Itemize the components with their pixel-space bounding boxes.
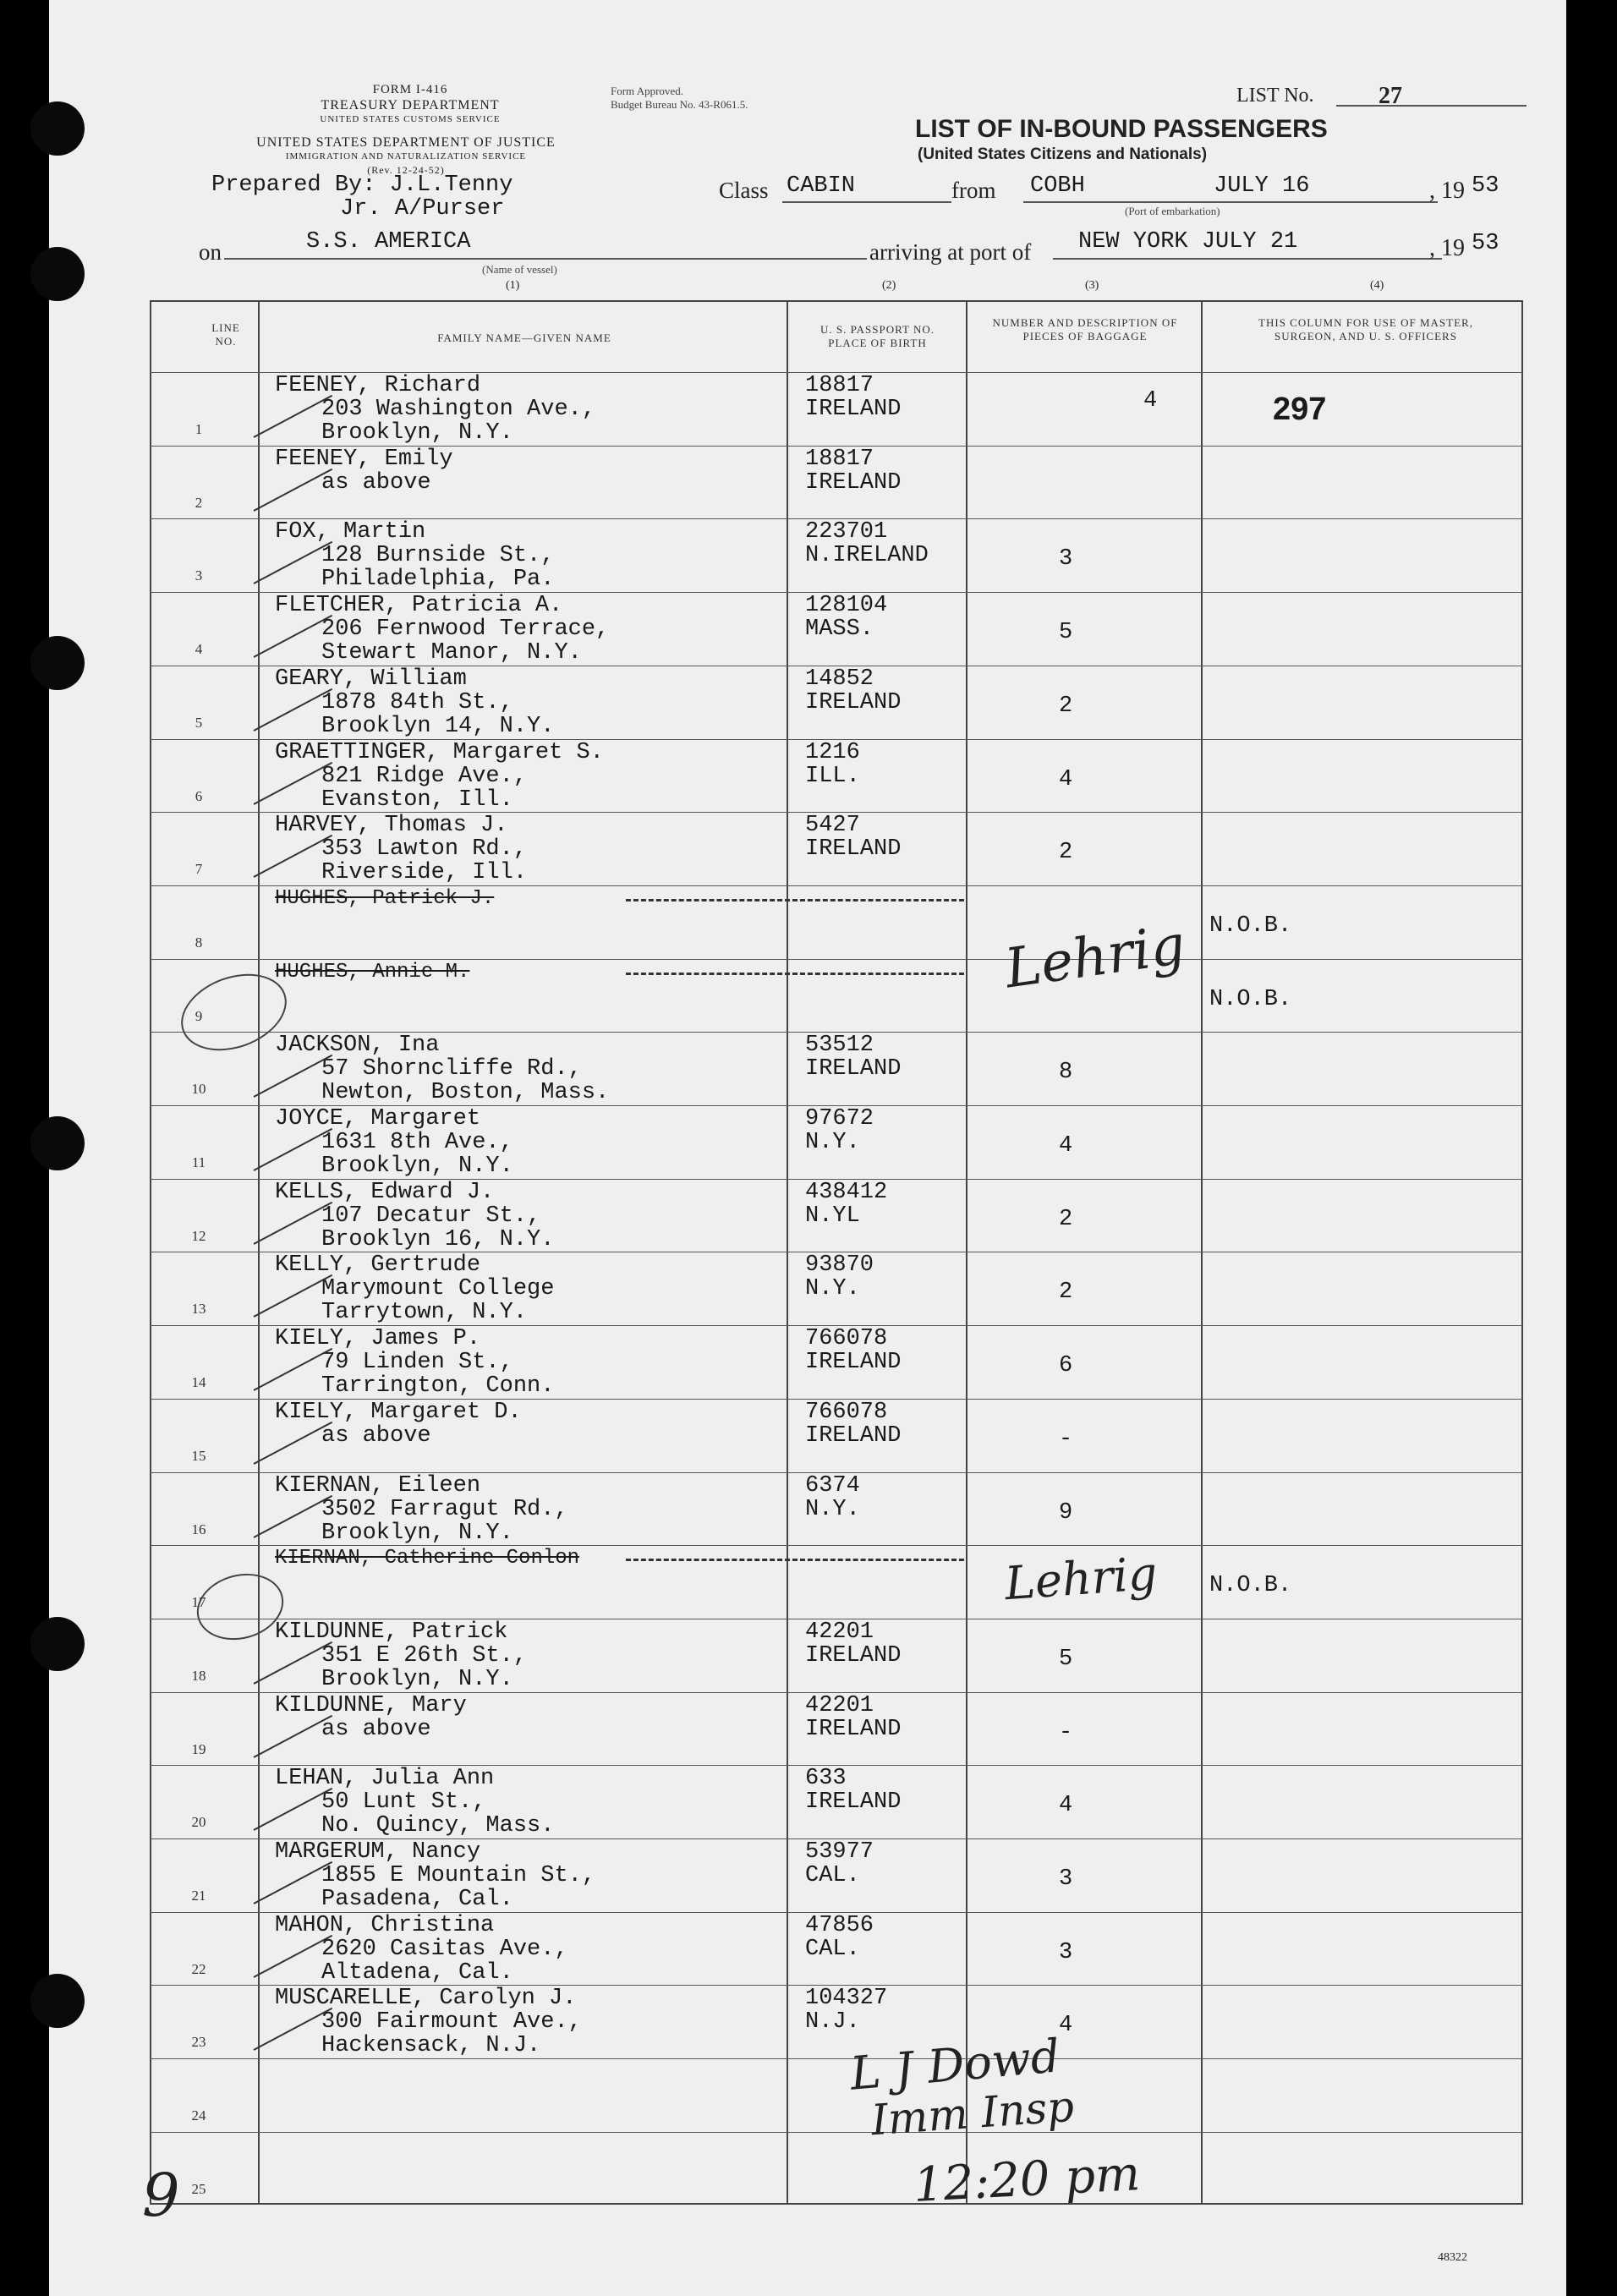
passenger-name: GRAETTINGER, Margaret S. bbox=[275, 739, 604, 765]
col-num-3: (3) bbox=[1085, 279, 1099, 292]
passport-number: 18817 bbox=[805, 373, 874, 398]
place-of-birth: N.YL bbox=[805, 1203, 860, 1229]
passenger-address: 821 Ridge Ave., bbox=[321, 763, 528, 789]
passenger-address: 57 Shorncliffe Rd., bbox=[321, 1056, 582, 1082]
passenger-name: KELLY, Gertrude bbox=[275, 1252, 481, 1279]
passenger-name: GEARY, William bbox=[275, 666, 467, 692]
passenger-name: KELLS, Edward J. bbox=[275, 1179, 495, 1205]
row-divider bbox=[150, 1545, 1523, 1546]
passenger-name: KIELY, James P. bbox=[275, 1326, 481, 1352]
form-number: FORM I-416 bbox=[372, 83, 448, 96]
place-of-birth: ILL. bbox=[805, 763, 860, 789]
baggage-count: 2 bbox=[1059, 693, 1073, 719]
inspection-time: 12:20 pm bbox=[912, 2146, 1142, 2213]
line-number: 16 bbox=[191, 1521, 206, 1537]
line-number: 22 bbox=[191, 1960, 206, 1977]
passenger-name: FOX, Martin bbox=[275, 519, 426, 545]
passenger-address: Brooklyn, N.Y. bbox=[321, 1153, 513, 1179]
punch-hole bbox=[30, 1974, 85, 2028]
passenger-address: 1631 8th Ave., bbox=[321, 1130, 513, 1155]
year-prefix: , 19 bbox=[1429, 178, 1465, 204]
header-passport: U. S. PASSPORT NO. PLACE OF BIRTH bbox=[820, 323, 935, 349]
passenger-address: 2620 Casitas Ave., bbox=[321, 1936, 568, 1962]
baggage-count: 4 bbox=[1059, 766, 1073, 792]
vessel-name: S.S. AMERICA bbox=[306, 229, 471, 255]
footer-form-number: 48322 bbox=[1438, 2251, 1467, 2264]
passenger-address: Pasadena, Cal. bbox=[321, 1887, 513, 1912]
line-number: 18 bbox=[191, 1667, 206, 1684]
passport-number: 5427 bbox=[805, 813, 860, 839]
punch-hole bbox=[30, 247, 85, 301]
passenger-address: 206 Fernwood Terrace, bbox=[321, 616, 610, 643]
place-of-birth: MASS. bbox=[805, 616, 874, 643]
header-line-no: LINE NO. bbox=[211, 321, 240, 348]
treasury-dept: TREASURY DEPARTMENT bbox=[321, 98, 500, 112]
strike-dash bbox=[626, 1559, 964, 1561]
passport-number: 53512 bbox=[805, 1033, 874, 1059]
header-officers: THIS COLUMN FOR USE OF MASTER, SURGEON, AND U. S. OFFICERS bbox=[1258, 316, 1473, 342]
passenger-name: KIERNAN, Eileen bbox=[275, 1472, 481, 1499]
passport-number: 53977 bbox=[805, 1839, 874, 1865]
header-name: FAMILY NAME—GIVEN NAME bbox=[437, 332, 611, 344]
place-of-birth: CAL. bbox=[805, 1863, 860, 1888]
passenger-name: MARGERUM, Nancy bbox=[275, 1839, 481, 1865]
revision: (Rev. 12-24-52) bbox=[367, 164, 445, 176]
list-label: LIST No. bbox=[1236, 85, 1314, 107]
passenger-address: 50 Lunt St., bbox=[321, 1789, 486, 1816]
baggage-count: 4 bbox=[1143, 388, 1158, 414]
vessel-underline bbox=[224, 258, 867, 260]
officer-note: 297 bbox=[1273, 392, 1327, 427]
baggage-count: 9 bbox=[1059, 1499, 1073, 1526]
baggage-count: 4 bbox=[1059, 1793, 1073, 1819]
line-number: 14 bbox=[191, 1374, 206, 1391]
passenger-name: JACKSON, Ina bbox=[275, 1033, 440, 1059]
year-value: 53 bbox=[1472, 173, 1499, 199]
baggage-count: 5 bbox=[1059, 620, 1073, 646]
line-number: 5 bbox=[195, 714, 203, 731]
passport-number: 766078 bbox=[805, 1326, 888, 1352]
from-value: COBH bbox=[1030, 173, 1085, 199]
line-number: 17 bbox=[191, 1594, 206, 1611]
line-number: 20 bbox=[191, 1814, 206, 1831]
header-baggage: NUMBER AND DESCRIPTION OF PIECES OF BAGGAGE bbox=[992, 316, 1178, 342]
passenger-address: Stewart Manor, N.Y. bbox=[321, 640, 582, 666]
passenger-name: KILDUNNE, Patrick bbox=[275, 1619, 508, 1645]
passenger-address: Tarrytown, N.Y. bbox=[321, 1300, 528, 1326]
list-number: 27 bbox=[1379, 83, 1402, 109]
baggage-count: 4 bbox=[1059, 1133, 1073, 1159]
passport-number: 438412 bbox=[805, 1179, 888, 1205]
row-divider bbox=[150, 959, 1523, 960]
from-label: from bbox=[951, 178, 996, 203]
line-number: 1 bbox=[195, 421, 203, 437]
class-underline bbox=[782, 201, 951, 203]
place-of-birth: IRELAND bbox=[805, 1789, 902, 1816]
passenger-name: JOYCE, Margaret bbox=[275, 1106, 481, 1132]
passenger-name: MAHON, Christina bbox=[275, 1912, 495, 1938]
punch-hole bbox=[30, 1116, 85, 1170]
passenger-address: Brooklyn, N.Y. bbox=[321, 420, 513, 446]
passport-number: 42201 bbox=[805, 1692, 874, 1718]
passenger-name: LEHAN, Julia Ann bbox=[275, 1766, 495, 1792]
arriving-label: arriving at port of bbox=[869, 239, 1032, 265]
vessel-caption: (Name of vessel) bbox=[482, 263, 557, 276]
year-prefix-2: , 19 bbox=[1429, 235, 1465, 261]
place-of-birth: IRELAND bbox=[805, 1716, 902, 1742]
line-number: 11 bbox=[191, 1154, 206, 1170]
col-num-2: (2) bbox=[882, 279, 896, 292]
line-number: 13 bbox=[191, 1301, 206, 1318]
row-divider bbox=[150, 2058, 1523, 2059]
passenger-address: 128 Burnside St., bbox=[321, 543, 555, 569]
class-label: Class bbox=[719, 178, 769, 203]
passport-number: 128104 bbox=[805, 593, 888, 619]
passenger-name: FEENEY, Emily bbox=[275, 446, 453, 472]
passport-number: 633 bbox=[805, 1766, 847, 1792]
passenger-address: as above bbox=[321, 1716, 431, 1742]
passport-number: 97672 bbox=[805, 1106, 874, 1132]
place-of-birth: IRELAND bbox=[805, 1056, 902, 1082]
passport-number: 14852 bbox=[805, 666, 874, 692]
passenger-address: Brooklyn 16, N.Y. bbox=[321, 1226, 555, 1252]
line-number: 3 bbox=[195, 567, 203, 584]
passenger-address: Hackensack, N.J. bbox=[321, 2033, 541, 2059]
line-number: 25 bbox=[191, 2180, 206, 2197]
row-divider bbox=[150, 2132, 1523, 2133]
baggage-count: 5 bbox=[1059, 1646, 1073, 1672]
line-number: 7 bbox=[195, 861, 203, 878]
officer-note: N.O.B. bbox=[1209, 912, 1292, 939]
passport-number: 93870 bbox=[805, 1252, 874, 1279]
baggage-count: 3 bbox=[1059, 1939, 1073, 1965]
customs-service: UNITED STATES CUSTOMS SERVICE bbox=[320, 114, 501, 124]
row-divider bbox=[150, 885, 1523, 886]
passenger-address: No. Quincy, Mass. bbox=[321, 1813, 555, 1839]
place-of-birth: CAL. bbox=[805, 1936, 860, 1962]
margin-mark: 9 bbox=[142, 2161, 180, 2230]
arrival-underline bbox=[1053, 258, 1442, 260]
baggage-count: 2 bbox=[1059, 1206, 1073, 1232]
passenger-address: Brooklyn, N.Y. bbox=[321, 1666, 513, 1692]
passenger-address: as above bbox=[321, 469, 431, 496]
passenger-address: 107 Decatur St., bbox=[321, 1203, 541, 1229]
baggage-count: 2 bbox=[1059, 840, 1073, 866]
place-of-birth: N.Y. bbox=[805, 1496, 860, 1522]
baggage-count: 2 bbox=[1059, 1280, 1073, 1306]
passport-number: 6374 bbox=[805, 1472, 860, 1499]
handwritten-note: Lehrig bbox=[1000, 913, 1189, 1001]
passenger-address: 351 E 26th St., bbox=[321, 1642, 528, 1669]
place-of-birth: N.J. bbox=[805, 2009, 860, 2036]
col-num-1: (1) bbox=[506, 279, 520, 292]
punch-hole bbox=[30, 1617, 85, 1671]
passenger-address: Evanston, Ill. bbox=[321, 786, 513, 813]
baggage-count: - bbox=[1059, 1426, 1073, 1452]
class-value: CABIN bbox=[787, 173, 856, 199]
passenger-name: KIERNAN, Catherine Conlon bbox=[275, 1547, 580, 1570]
passenger-address: Philadelphia, Pa. bbox=[321, 567, 555, 593]
line-number: 6 bbox=[195, 787, 203, 804]
place-of-birth: IRELAND bbox=[805, 1642, 902, 1669]
form-approved: Form Approved. bbox=[611, 85, 683, 97]
baggage-count: - bbox=[1059, 1719, 1073, 1745]
place-of-birth: IRELAND bbox=[805, 836, 902, 863]
list-underline bbox=[1336, 105, 1527, 107]
officer-note: N.O.B. bbox=[1209, 1573, 1292, 1599]
inspector-signature: L J Dowd bbox=[847, 2029, 1062, 2101]
officer-note: N.O.B. bbox=[1209, 986, 1292, 1012]
place-of-birth: IRELAND bbox=[805, 689, 902, 715]
passenger-address: 1855 E Mountain St., bbox=[321, 1863, 596, 1888]
passenger-address: Brooklyn 14, N.Y. bbox=[321, 713, 555, 739]
passport-number: 1216 bbox=[805, 739, 860, 765]
passenger-address: 3502 Farragut Rd., bbox=[321, 1496, 568, 1522]
punch-hole bbox=[30, 101, 85, 156]
prepared-by: Prepared By: J.L.Tenny bbox=[211, 173, 513, 198]
passenger-address: Altadena, Cal. bbox=[321, 1959, 513, 1986]
ins-service: IMMIGRATION AND NATURALIZATION SERVICE bbox=[285, 151, 527, 162]
place-of-birth: IRELAND bbox=[805, 1350, 902, 1376]
place-of-birth: N.Y. bbox=[805, 1130, 860, 1155]
passenger-name: KILDUNNE, Mary bbox=[275, 1692, 467, 1718]
passenger-name: HUGHES, Patrick J. bbox=[275, 886, 495, 910]
line-number: 10 bbox=[191, 1081, 206, 1098]
passport-number: 104327 bbox=[805, 1986, 888, 2012]
line-number: 8 bbox=[195, 934, 203, 951]
place-of-birth: IRELAND bbox=[805, 397, 902, 422]
passenger-address: Riverside, Ill. bbox=[321, 860, 528, 886]
prepared-by-title: Jr. A/Purser bbox=[340, 196, 505, 222]
line-number: 21 bbox=[191, 1888, 206, 1904]
budget-bureau: Budget Bureau No. 43-R061.5. bbox=[611, 98, 748, 111]
passenger-address: 79 Linden St., bbox=[321, 1350, 513, 1376]
place-of-birth: N.IRELAND bbox=[805, 543, 929, 569]
passenger-address: Marymount College bbox=[321, 1276, 555, 1302]
passenger-name: FLETCHER, Patricia A. bbox=[275, 593, 563, 619]
baggage-count: 6 bbox=[1059, 1353, 1073, 1379]
inspector-title: Imm Insp bbox=[869, 2081, 1076, 2145]
passenger-address: Tarrington, Conn. bbox=[321, 1373, 555, 1400]
justice-dept: UNITED STATES DEPARTMENT OF JUSTICE bbox=[256, 135, 556, 150]
passenger-address: Brooklyn, N.Y. bbox=[321, 1520, 513, 1546]
passenger-address: 203 Washington Ave., bbox=[321, 397, 596, 422]
passport-number: 42201 bbox=[805, 1619, 874, 1645]
place-of-birth: IRELAND bbox=[805, 1422, 902, 1449]
place-of-birth: N.Y. bbox=[805, 1276, 860, 1302]
line-number: 9 bbox=[195, 1007, 203, 1024]
from-date: JULY 16 bbox=[1214, 173, 1310, 199]
passenger-name: HUGHES, Annie M. bbox=[275, 960, 470, 984]
passenger-address: 353 Lawton Rd., bbox=[321, 836, 528, 863]
form-subtitle: (United States Citizens and Nationals) bbox=[918, 145, 1208, 163]
form-title: LIST OF IN-BOUND PASSENGERS bbox=[915, 115, 1328, 143]
passenger-name: FEENEY, Richard bbox=[275, 373, 481, 398]
passport-number: 223701 bbox=[805, 519, 888, 545]
passport-number: 47856 bbox=[805, 1912, 874, 1938]
port-embark-caption: (Port of embarkation) bbox=[1125, 205, 1220, 217]
strike-dash bbox=[626, 899, 964, 901]
line-number: 4 bbox=[195, 641, 203, 658]
line-number: 24 bbox=[191, 2107, 206, 2124]
baggage-count: 4 bbox=[1059, 2013, 1073, 2039]
passenger-name: HARVEY, Thomas J. bbox=[275, 813, 508, 839]
line-number: 15 bbox=[191, 1447, 206, 1464]
passenger-name: KIELY, Margaret D. bbox=[275, 1399, 522, 1425]
passport-number: 766078 bbox=[805, 1399, 888, 1425]
baggage-count: 3 bbox=[1059, 1866, 1073, 1892]
handwritten-note: Lehrig bbox=[1003, 1546, 1159, 1611]
strike-dash bbox=[626, 973, 964, 975]
on-label: on bbox=[199, 239, 222, 265]
line-number: 19 bbox=[191, 1740, 206, 1757]
year-value-2: 53 bbox=[1472, 231, 1499, 256]
line-number: 12 bbox=[191, 1227, 206, 1244]
passenger-address: 300 Fairmount Ave., bbox=[321, 2009, 582, 2036]
passport-number: 18817 bbox=[805, 446, 874, 472]
col-num-4: (4) bbox=[1370, 279, 1384, 292]
passenger-address: Newton, Boston, Mass. bbox=[321, 1080, 610, 1106]
line-number: 23 bbox=[191, 2034, 206, 2051]
passenger-name: MUSCARELLE, Carolyn J. bbox=[275, 1986, 577, 2012]
baggage-count: 8 bbox=[1059, 1060, 1073, 1086]
arrival-port: NEW YORK JULY 21 bbox=[1078, 229, 1298, 255]
line-number: 2 bbox=[195, 494, 203, 511]
passenger-address: as above bbox=[321, 1422, 431, 1449]
from-underline bbox=[1023, 201, 1438, 203]
punch-hole bbox=[30, 636, 85, 690]
passenger-address: 1878 84th St., bbox=[321, 689, 513, 715]
baggage-count: 3 bbox=[1059, 546, 1073, 573]
place-of-birth: IRELAND bbox=[805, 469, 902, 496]
